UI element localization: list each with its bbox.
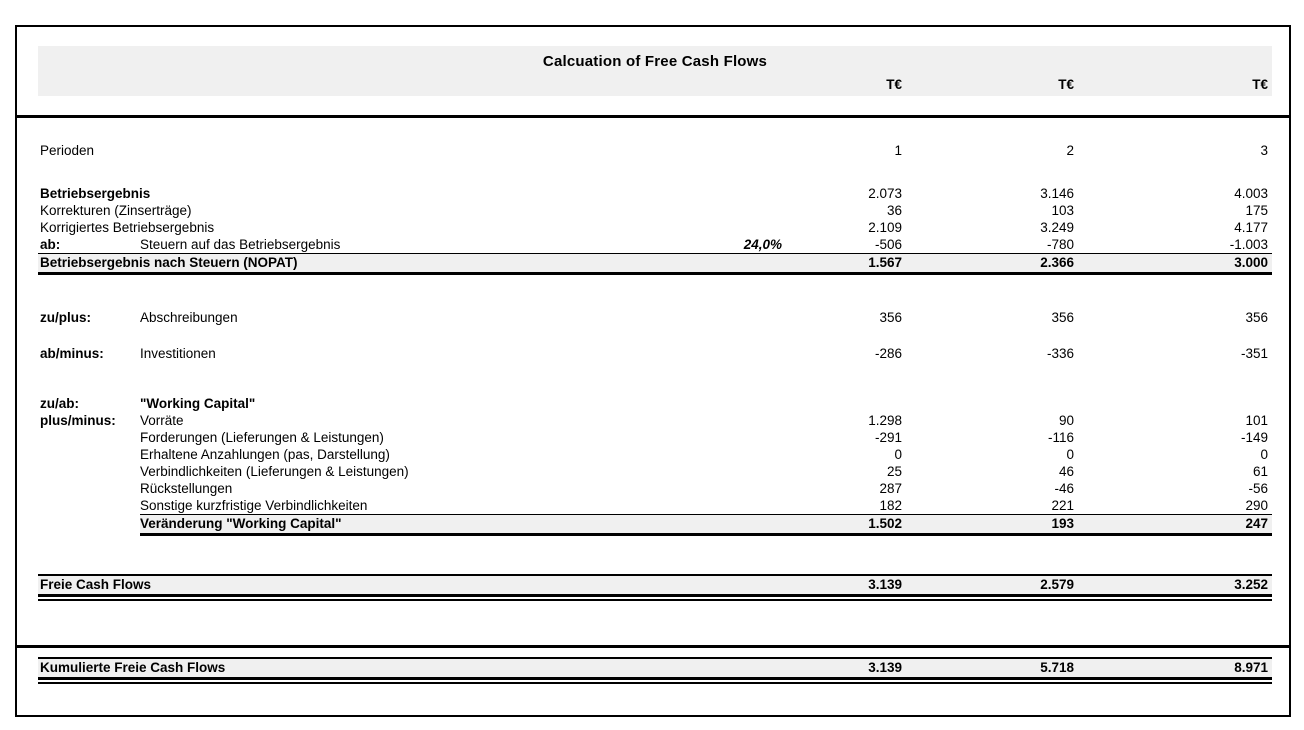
row-label: Rückstellungen: [140, 481, 233, 496]
cell-value: 3.252: [1234, 577, 1268, 592]
double-underline: [38, 599, 1272, 601]
row-label: Erhaltene Anzahlungen (pas, Darstellung): [140, 447, 390, 462]
row-label: Vorräte: [140, 413, 184, 428]
row-label: Korrigiertes Betriebsergebnis: [40, 220, 215, 235]
row-prefix: [38, 429, 140, 446]
row-veraenderung-working-capital: [140, 514, 1272, 536]
row-percent: [638, 202, 782, 219]
row-label: Veränderung "Working Capital": [140, 516, 342, 531]
cell-value: 36: [886, 203, 902, 218]
cell-value: 221: [1051, 498, 1074, 513]
row-prefix: ab:: [40, 237, 61, 252]
cell-value: 3: [1260, 143, 1268, 158]
row-prefix: plus/minus:: [40, 413, 116, 428]
row-prefix: zu/ab:: [40, 396, 79, 411]
cell-value: -506: [874, 237, 902, 252]
row-label: Perioden: [40, 143, 95, 158]
cell-value: 0: [1066, 447, 1074, 462]
row-percent: [638, 185, 782, 202]
cell-value: -46: [1054, 481, 1074, 496]
cell-value: 2.073: [868, 186, 902, 201]
row-label: Betriebsergebnis: [40, 186, 151, 201]
row-prefix: [38, 480, 140, 497]
table-title: Calcuation of Free Cash Flows: [542, 53, 768, 70]
row-label: Investitionen: [140, 346, 216, 361]
row-rueckstellungen: [38, 480, 1272, 497]
row-erhaltene-anzahlungen: [38, 446, 1272, 463]
unit-spacer: [140, 77, 638, 93]
cell-value: 1.567: [868, 255, 902, 270]
unit-header-col2: T€: [1058, 77, 1074, 92]
row-nopat: [38, 253, 1272, 275]
row-label: Sonstige kurzfristige Verbindlichkeiten: [140, 498, 368, 513]
row-betriebsergebnis: [38, 185, 1272, 202]
table-body: [38, 142, 1272, 601]
unit-spacer: [38, 77, 140, 93]
cell-value: 5.718: [1040, 660, 1074, 675]
cell-value: 1.298: [868, 413, 902, 428]
cell-value: 356: [1245, 310, 1268, 325]
section-divider-line: [15, 645, 1291, 648]
cell-value: 2.109: [868, 220, 902, 235]
row-label: Betriebsergebnis nach Steuern (NOPAT): [40, 255, 298, 270]
cell-value: 2: [1066, 143, 1074, 158]
header-divider-line: [15, 115, 1291, 118]
cell-value: 287: [879, 481, 902, 496]
cell-value: -336: [1046, 346, 1074, 361]
row-label: Forderungen (Lieferungen & Leistungen): [140, 430, 384, 445]
cell-value: 356: [1051, 310, 1074, 325]
row-percent: [638, 345, 782, 362]
cell-value: 1.502: [868, 516, 902, 531]
row-percent: [638, 219, 782, 236]
cell-value: 3.139: [868, 577, 902, 592]
row-percent: [638, 395, 782, 412]
cell-value: 182: [879, 498, 902, 513]
unit-header-row: [38, 77, 1272, 93]
cell-value: 3.249: [1040, 220, 1074, 235]
row-percent: [638, 142, 782, 159]
cell-value: 2.366: [1040, 255, 1074, 270]
row-percent: [638, 480, 782, 497]
row-label: Verbindlichkeiten (Lieferungen & Leistungen): [140, 464, 409, 479]
row-percent: [638, 497, 782, 514]
cell-value: 46: [1058, 464, 1074, 479]
cell-value: -116: [1047, 430, 1074, 445]
cell-value: 193: [1051, 516, 1074, 531]
cell-value: -351: [1240, 346, 1268, 361]
row-sonstige-verbindlichkeiten: [38, 497, 1272, 514]
row-korrigiertes-betriebsergebnis: [38, 219, 1272, 236]
row-percent: 24,0%: [743, 237, 782, 252]
row-steuern: [38, 236, 1272, 253]
row-abschreibungen: [38, 309, 1272, 326]
cell-value: -291: [874, 430, 902, 445]
row-label: Steuern auf das Betriebsergebnis: [140, 237, 341, 252]
row-label: "Working Capital": [140, 396, 256, 411]
row-perioden: [38, 142, 1272, 159]
cell-value: -286: [874, 346, 902, 361]
row-kumulierte-freie-cash-flows: [38, 657, 1272, 680]
cell-value: 4.003: [1234, 186, 1268, 201]
cell-value: 103: [1051, 203, 1074, 218]
row-label: Korrekturen (Zinserträge): [40, 203, 192, 218]
row-working-capital-header: [38, 395, 1272, 412]
table-footer: [38, 657, 1272, 684]
cell-value: 4.177: [1234, 220, 1268, 235]
table-header-band: [38, 46, 1272, 96]
cell-value: 101: [1245, 413, 1268, 428]
cell-value: 356: [879, 310, 902, 325]
row-prefix: [38, 446, 140, 463]
cell-value: 1: [894, 143, 902, 158]
unit-spacer: [638, 77, 782, 93]
cell-value: 90: [1058, 413, 1074, 428]
row-korrekturen: [38, 202, 1272, 219]
row-percent: [638, 309, 782, 326]
row-percent: [638, 463, 782, 480]
table-frame: [15, 25, 1291, 717]
cell-value: 3.146: [1040, 186, 1074, 201]
cell-value: 61: [1252, 464, 1268, 479]
row-label: Freie Cash Flows: [40, 577, 152, 592]
double-underline: [38, 682, 1272, 684]
cell-value: -780: [1046, 237, 1074, 252]
row-verbindlichkeiten: [38, 463, 1272, 480]
row-percent: [638, 446, 782, 463]
row-forderungen: [38, 429, 1272, 446]
row-freie-cash-flows: [38, 574, 1272, 597]
cell-value: 0: [1260, 447, 1268, 462]
row-prefix: zu/plus:: [40, 310, 91, 325]
cell-value: -56: [1248, 481, 1268, 496]
cell-value: 290: [1245, 498, 1268, 513]
cell-value: [1078, 395, 1272, 412]
cell-value: [906, 395, 1078, 412]
cell-value: -1.003: [1229, 237, 1268, 252]
cell-value: 3.000: [1234, 255, 1268, 270]
row-prefix: ab/minus:: [40, 346, 104, 361]
cell-value: 175: [1245, 203, 1268, 218]
cell-value: [782, 395, 906, 412]
unit-header-col1: T€: [886, 77, 902, 92]
row-percent: [638, 412, 782, 429]
cell-value: 8.971: [1234, 660, 1268, 675]
row-label: Abschreibungen: [140, 310, 238, 325]
row-prefix: [38, 497, 140, 514]
row-prefix: [38, 463, 140, 480]
unit-header-col3: T€: [1252, 77, 1268, 92]
cell-value: 2.579: [1040, 577, 1074, 592]
cell-value: 0: [894, 447, 902, 462]
row-investitionen: [38, 345, 1272, 362]
row-vorraete: [38, 412, 1272, 429]
cell-value: 247: [1245, 516, 1268, 531]
cell-value: 3.139: [868, 660, 902, 675]
cell-value: 25: [886, 464, 902, 479]
row-label: Kumulierte Freie Cash Flows: [40, 660, 226, 675]
row-percent: [638, 429, 782, 446]
cell-value: -149: [1240, 430, 1268, 445]
